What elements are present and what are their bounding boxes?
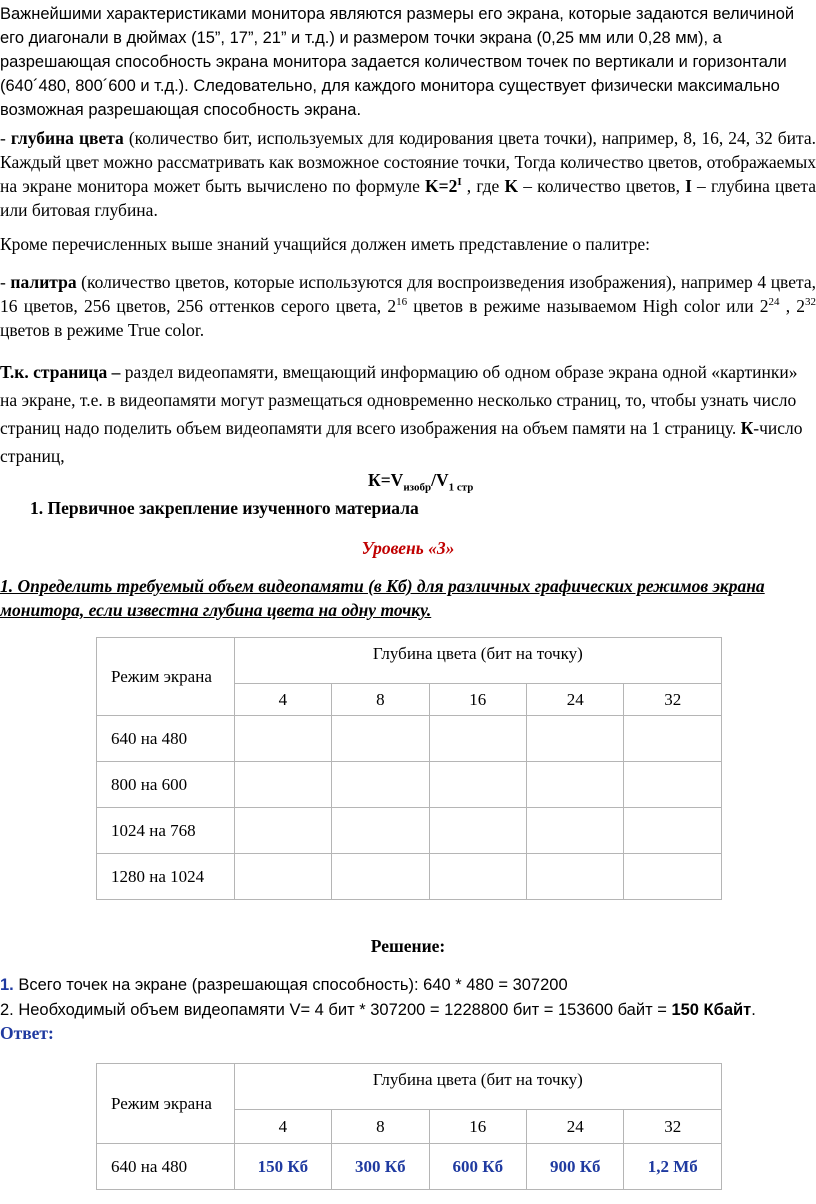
color-formula: $K=2^I$ (425, 176, 462, 196)
answer-cell: 150 Кб (234, 1144, 331, 1190)
mode-cell: 640 на 480 (97, 716, 235, 762)
depth-cell: 4 (234, 684, 331, 716)
task-statement: 1. Определить требуемый объем видеопамяти (в Кб) для различных графических режимов экрана монитора, если известна глубина цвета на одну точку. (0, 576, 765, 620)
answer-cell: 600 Кб (429, 1144, 526, 1190)
table-row (97, 716, 722, 762)
mode-header: Режим экрана (97, 638, 235, 716)
answer-label: Ответ: (0, 1023, 54, 1043)
depth-cell: 24 (527, 684, 624, 716)
section-heading: 1. Первичное закрепление изученного материала (30, 498, 419, 518)
color-depth-term: глубина цвета (10, 128, 124, 148)
table-row (97, 762, 722, 808)
solution-step-1: 1. Всего точек на экране (разрешающая способность): 640 * 480 = 307200 (0, 976, 568, 994)
solution-step-2: 2. Необходимый объем видеопамяти V= 4 бит * 307200 = 1228800 бит = 153600 байт = 150 Кбайт. (0, 1001, 756, 1019)
palette-paragraph: - палитра (количество цветов, которые используются для воспроизведения изображения), например 4 цвета, 16 цветов, 256 цветов, 256 оттенков серого цвета, $2^{16}$ цветов в режиме называемом High color или $2^{24}$ , $2^{32}$ цветов в режиме True color. (0, 272, 816, 340)
depth-cell: 32 (624, 1110, 722, 1144)
table-row (97, 854, 722, 900)
mode-header: Режим экрана (97, 1064, 235, 1144)
pages-formula: $К=V_{изобр}/V_{1 стр}$ (368, 470, 474, 494)
depth-cell: 8 (332, 1110, 429, 1144)
answer-cell: 300 Кб (332, 1144, 429, 1190)
answer-cell: 900 Кб (527, 1144, 624, 1190)
mode-cell: 1280 на 1024 (97, 854, 235, 900)
mode-cell: 640 на 480 (97, 1144, 235, 1190)
depth-cell: 16 (429, 684, 526, 716)
depth-header: Глубина цвета (бит на точку) (234, 638, 721, 684)
table-row (97, 1144, 722, 1190)
depth-header: Глубина цвета (бит на точку) (234, 1064, 721, 1110)
videomemory-table (96, 637, 722, 900)
level-heading: Уровень «3» (361, 538, 455, 558)
page-term: Т.к. страница – (0, 362, 121, 382)
mode-cell: 1024 на 768 (97, 808, 235, 854)
table-row (97, 808, 722, 854)
answer-table (96, 1063, 722, 1190)
color-depth-paragraph: - глубина цвета (количество бит, используемых для кодирования цвета точки), например, 8, 16, 24, 32 бита. Каждый цвет можно рассматривать как возможное состояние точки, Тогда количество цветов, отображаемых на экране монитора может быть вычислено по формуле $K=2^I$ , где K – количество цветов, I – глубина цвета или битовая глубина. (0, 128, 816, 220)
mode-cell: 800 на 600 (97, 762, 235, 808)
solution-heading: Решение: (370, 936, 446, 956)
palette-term: палитра (10, 272, 77, 292)
intro-paragraph: Важнейшими характеристиками монитора являются размеры его экрана, которые задаются величиной его диагонали в дюймах (15”, 17”, 21” и т.д.) и размером точки экрана (0,25 мм или 0,28 мм), а разрешающая способность экрана монитора задается количеством точек по вертикали и горизонтали (640´480, 800´600 и т.д.). Следовательно, для каждого монитора существует физически максимально возможная разрешающая способность экрана. (0, 5, 795, 119)
depth-cell: 8 (332, 684, 429, 716)
depth-cell: 32 (624, 684, 722, 716)
depth-cell: 24 (527, 1110, 624, 1144)
depth-cell: 16 (429, 1110, 526, 1144)
answer-cell: 1,2 Мб (624, 1144, 722, 1190)
palette-intro: Кроме перечисленных выше знаний учащийся должен иметь представление о палитре: (0, 234, 651, 254)
page-definition-paragraph: Т.к. страница – раздел видеопамяти, вмещающий информацию об одном образе экрана одной «картинки» на экране, т.е. в видеопамяти могут размещаться одновременно несколько страниц, то, чтобы узнать число страниц надо поделить объем видеопамяти для всего изображения на объем памяти на 1 страницу. К-число страниц, (0, 362, 803, 466)
depth-cell: 4 (234, 1110, 331, 1144)
